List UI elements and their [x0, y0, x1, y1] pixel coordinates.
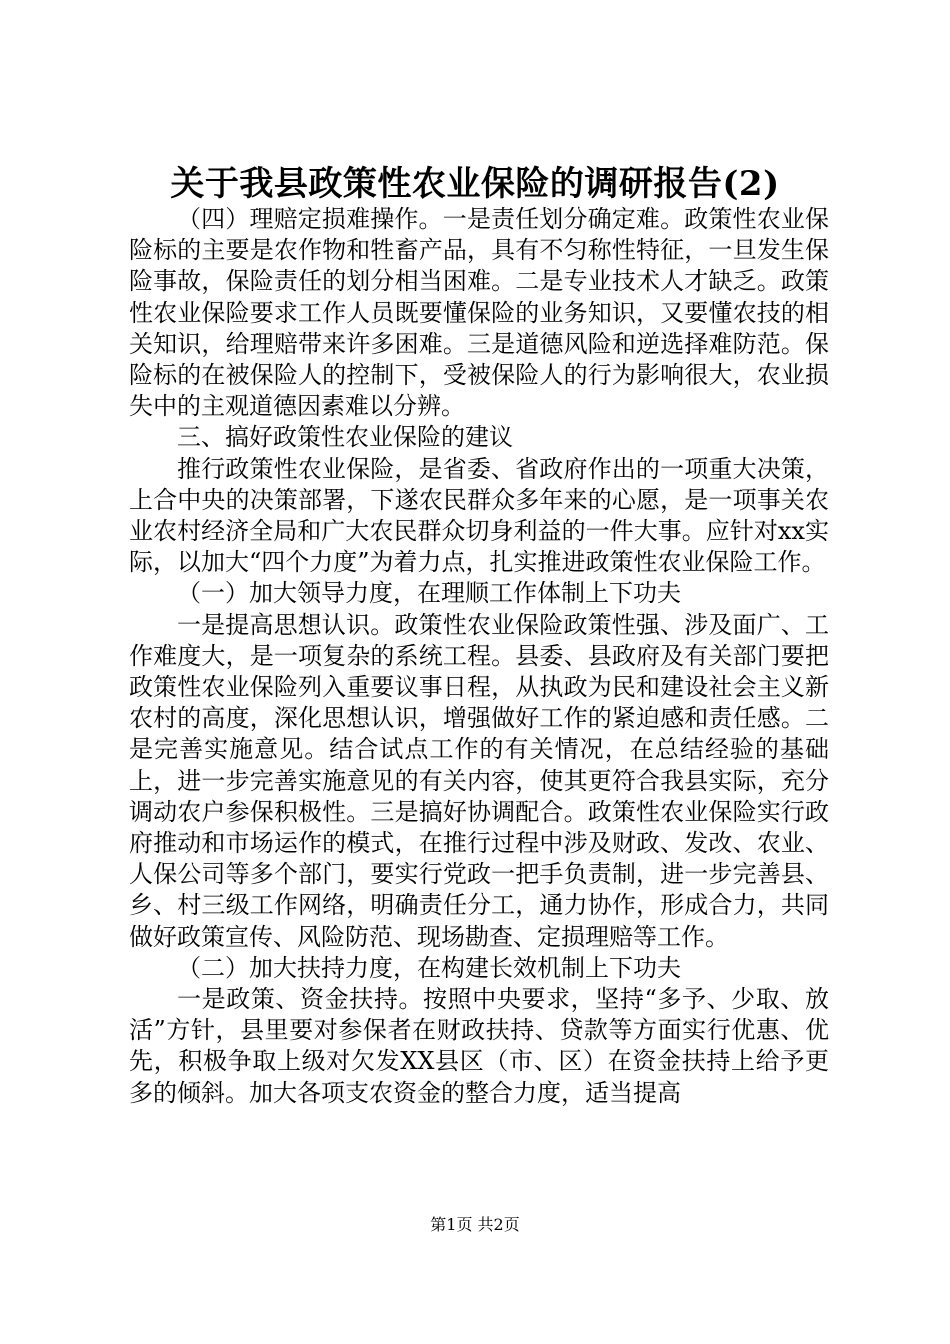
page-footer: 第1页 共2页 — [430, 1215, 520, 1234]
paragraph-support-details: 一是政策、资金扶持。按照中央要求，坚持“多予、少取、放活”方针，县里要对参保者在财政扶持、贷款等方面实行优惠、优先，积极争取上级对欠发XX县区（市、区）在资金扶持上给予更多的倾斜。加大各项支农资金的整合力度，适当提高 — [129, 985, 829, 1107]
paragraph-promote-insurance: 推行政策性农业保险，是省委、省政府作出的一项重大决策，上合中央的决策部署，下遂农民群众多年来的心愿，是一项事关农业农村经济全局和广大农民群众切身利益的一件大事。应针对xx实际，以加大“四个力度”为着力点，扎实推进政策性农业保险工作。 — [129, 454, 829, 577]
document-title: 关于我县政策性农业保险的调研报告(2) — [170, 164, 780, 204]
subheading-support: （二）加大扶持力度，在构建长效机制上下功夫 — [177, 953, 681, 982]
paragraph-leadership-details: 一是提高思想认识。政策性农业保险政策性强、涉及面广、工作难度大，是一项复杂的系统工程。县委、县政府及有关部门要把政策性农业保险列入重要议事日程，从执政为民和建设社会主义新农村的高度，深化思想认识，增强做好工作的紧迫感和责任感。二是完善实施意见。结合试点工作的有关情况，在总结经验的基础上，进一步完善实施意见的有关内容，使其更符合我县实际，充分调动农户参保积极性。三是搞好协调配合。政策性农业保险实行政府推动和市场运作的模式，在推行过程中涉及财政、发改、农业、人保公司等多个部门，要实行党政一把手负责制，进一步完善县、乡、村三级工作网络，明确责任分工，通力协作，形成合力，共同做好政策宣传、风险防范、现场勘查、定损理赔等工作。 — [129, 610, 829, 951]
paragraph-claims-difficulty: （四）理赔定损难操作。一是责任划分确定难。政策性农业保险标的主要是农作物和牲畜产品，具有不匀称性特征，一旦发生保险事故，保险责任的划分相当困难。二是专业技术人才缺乏。政策性农业保险要求工作人员既要懂保险的业务知识，又要懂农技的相关知识，给理赔带来许多困难。三是道德风险和逆选择难防范。保险标的在被保险人的控制下，受被保险人的行为影响很大，农业损失中的主观道德因素难以分辨。 — [129, 205, 829, 421]
section-heading-recommendations: 三、搞好政策性农业保险的建议 — [177, 423, 513, 452]
subheading-leadership: （一）加大领导力度，在理顺工作体制上下功夫 — [177, 579, 681, 608]
document-body — [129, 204, 829, 1109]
